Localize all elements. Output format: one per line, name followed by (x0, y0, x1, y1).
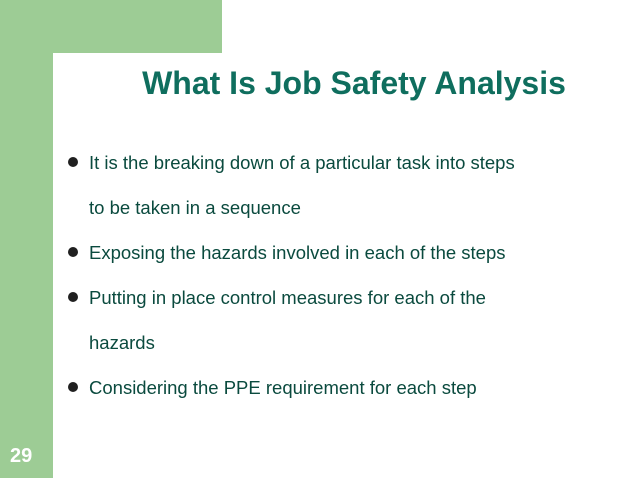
slide-number: 29 (10, 445, 33, 467)
bullet-list (68, 140, 608, 410)
bullet-text-line: It is the breaking down of a particular task into steps (89, 152, 515, 173)
bullet-text-line: hazards (89, 332, 155, 353)
bullet-dot-icon (68, 382, 78, 392)
bullet-text-line: to be taken in a sequence (89, 197, 301, 218)
bullet-dot-icon (68, 247, 78, 257)
green-frame-top (0, 0, 222, 53)
bullet-text-line: Exposing the hazards involved in each of the steps (89, 242, 506, 263)
bullet-dot-icon (68, 157, 78, 167)
bullet-item-1 (68, 140, 608, 230)
bullet-item-4 (68, 365, 608, 410)
bullet-text-line: Putting in place control measures for each of the (89, 287, 486, 308)
bullet-item-3 (68, 275, 608, 365)
bullet-text-line: Considering the PPE requirement for each step (89, 377, 477, 398)
bullet-item-2 (68, 230, 608, 275)
slide-title: What Is Job Safety Analysis (142, 65, 566, 101)
bullet-dot-icon (68, 292, 78, 302)
